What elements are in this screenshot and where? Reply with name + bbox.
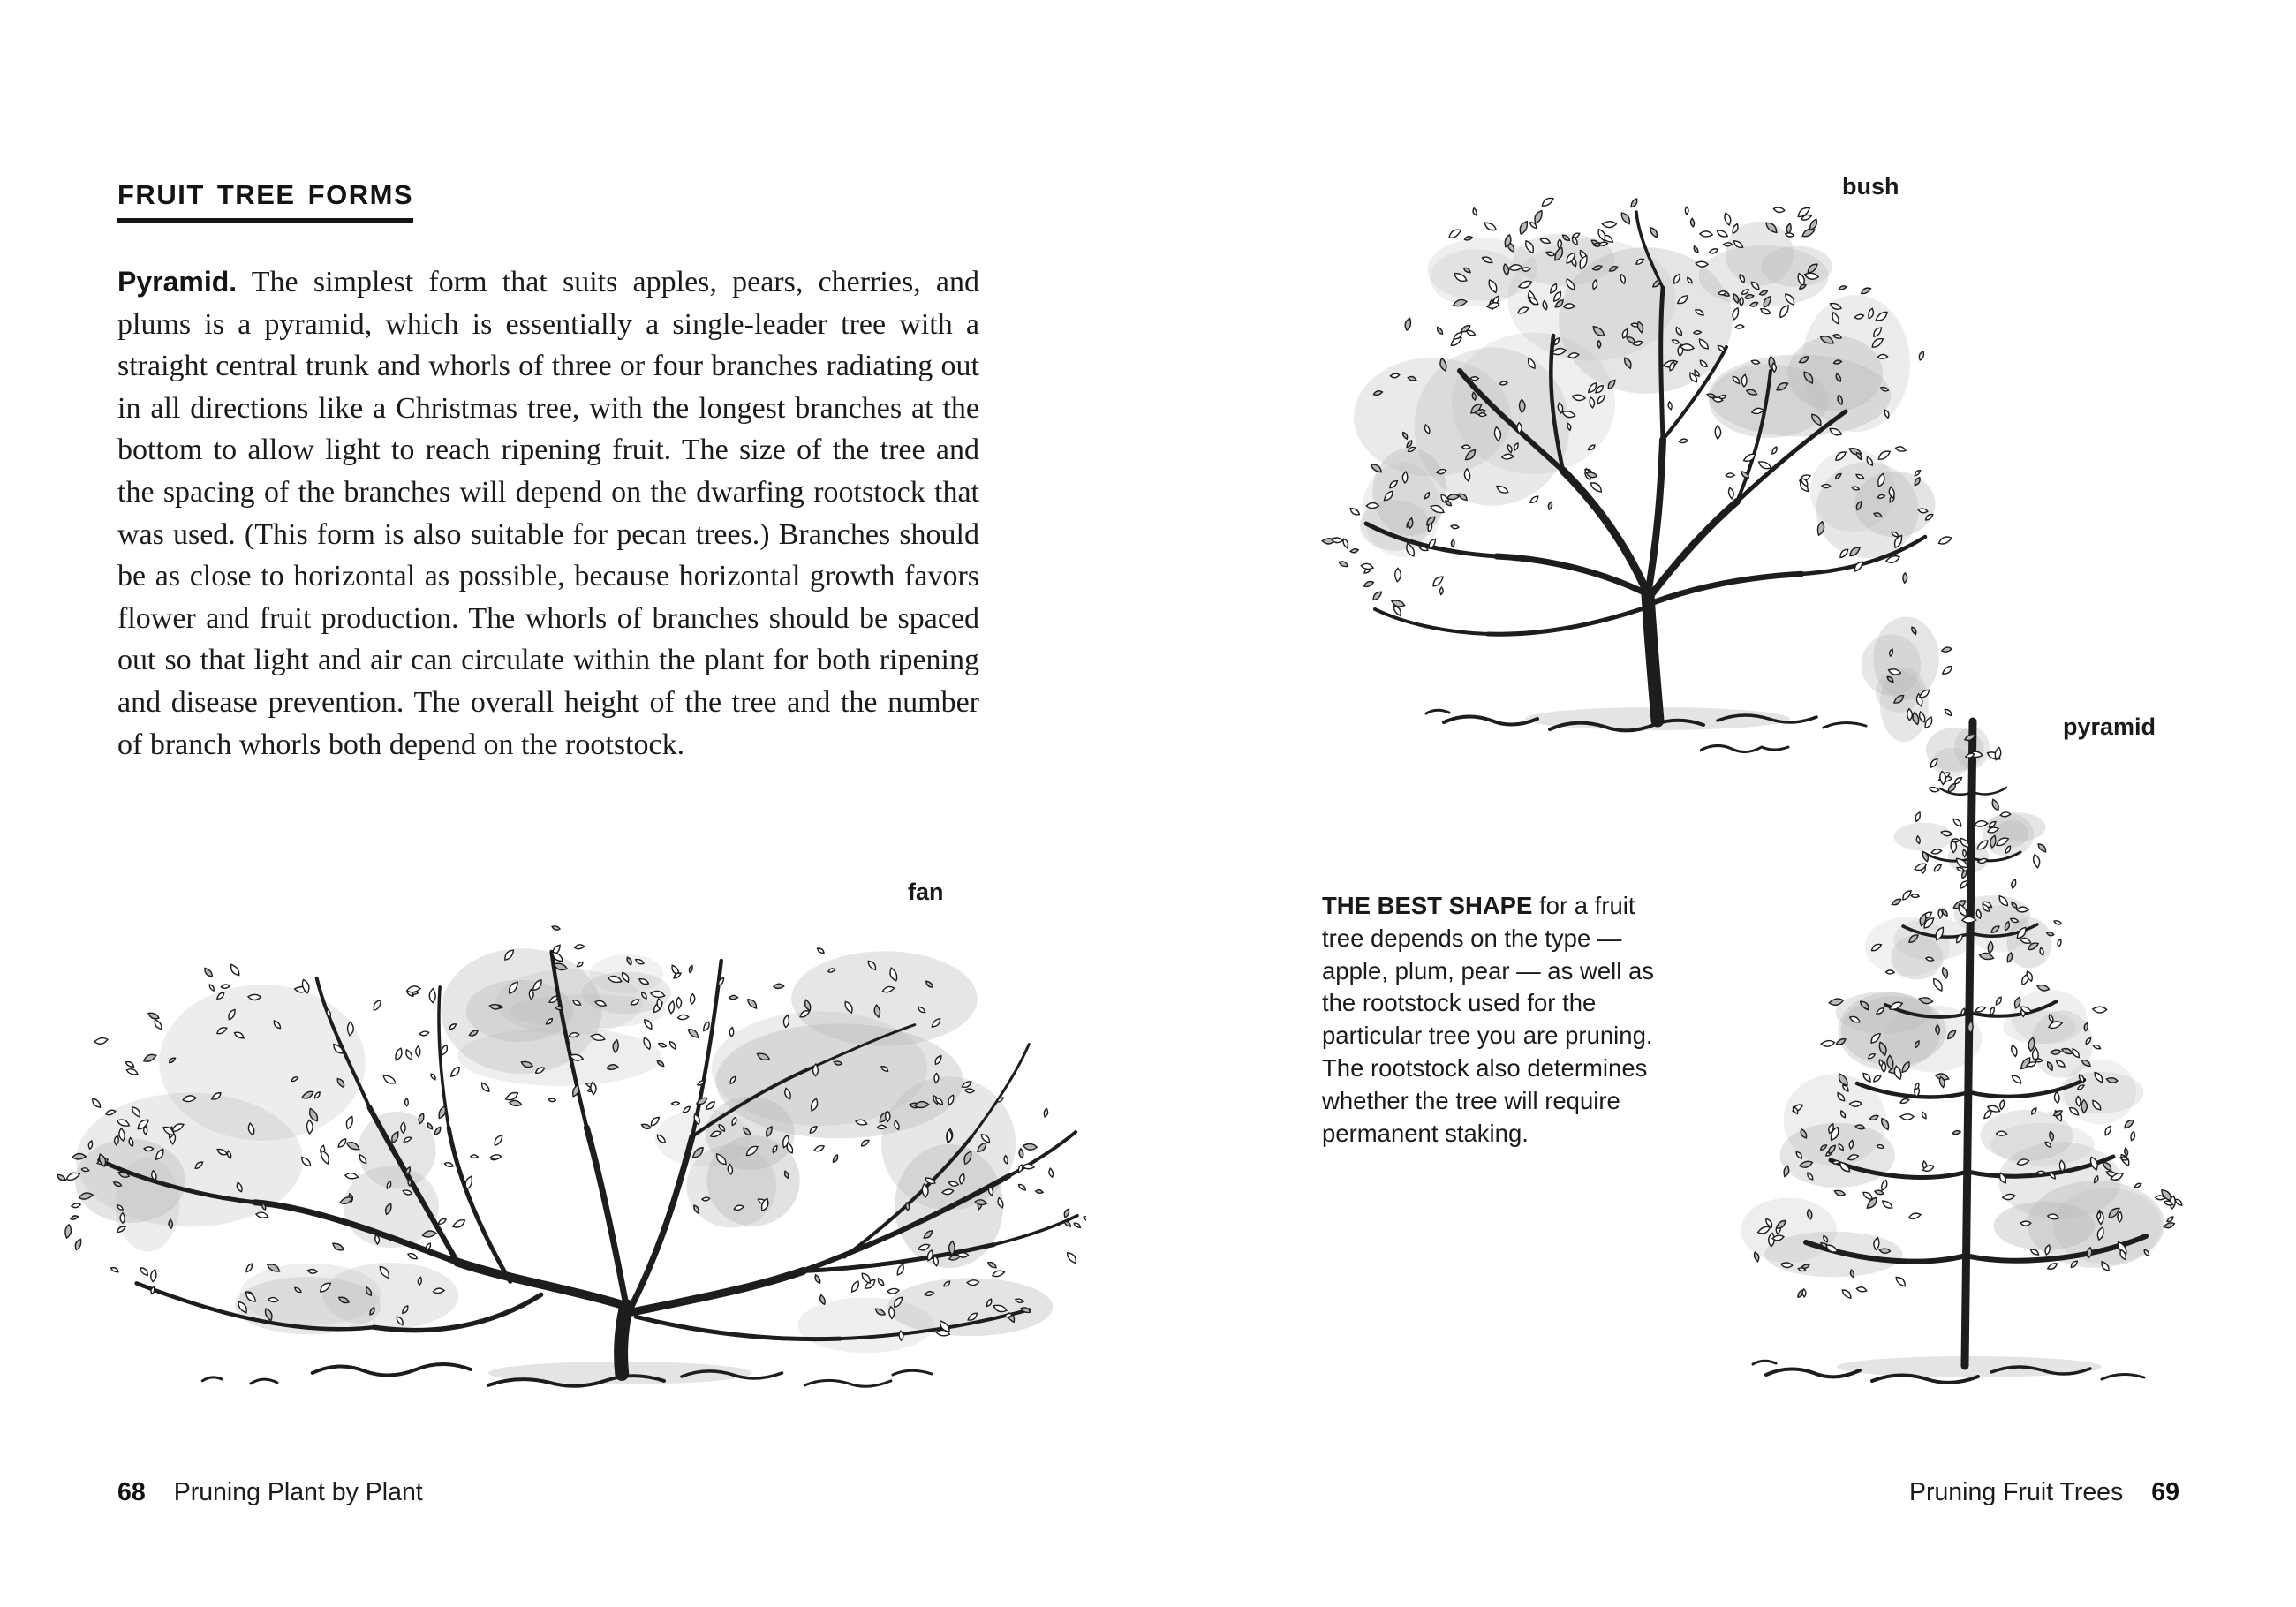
paragraph-lead-in: Pyramid. bbox=[117, 266, 238, 298]
bush-tree-illustration bbox=[1311, 148, 1956, 749]
fan-tree-illustration bbox=[49, 911, 1086, 1406]
caption-text: for a fruit tree depends on the type — apple, plum, pear — as well as the rootstock used for the particular tree you are pruning. The rootstock also determines whether the tree will require permanent staking. bbox=[1322, 892, 1655, 1147]
bush-tree-label: bush bbox=[1842, 173, 1899, 200]
body-paragraph bbox=[117, 261, 979, 766]
fan-tree-label: fan bbox=[908, 879, 944, 905]
pyramid-tree-illustration bbox=[1700, 690, 2208, 1397]
footer-left bbox=[117, 1480, 423, 1505]
running-title-left: Pruning Plant by Plant bbox=[173, 1478, 423, 1506]
section-heading: FRUIT TREE FORMS bbox=[117, 180, 413, 223]
pyramid-tree-label: pyramid bbox=[2063, 713, 2156, 740]
running-title-right: Pruning Fruit Trees bbox=[1908, 1478, 2124, 1506]
caption-lead-in: THE BEST SHAPE bbox=[1322, 892, 1533, 919]
footer-right bbox=[1909, 1480, 2179, 1505]
page-number-right: 69 bbox=[2151, 1478, 2179, 1506]
caption-block bbox=[1322, 890, 1679, 1150]
page-number-left: 68 bbox=[117, 1478, 146, 1506]
paragraph-text: The simplest form that suits apples, pears, cherries, and plums is a pyramid, which is essentially a single-leader tree with a straight central trunk and whorls of three or four branches radiating out in all directions like a Christmas tree, with the longest branches at the bottom to allow light to reach ripening fruit. The size of the tree and the spacing of the branches will depend on the dwarfing rootstock that was used. (This form is also suitable for pecan trees.) Branches should be as close to horizontal as possible, because horizontal growth favors flower and fruit production. The whorls of branches should be spaced out so that light and air can circulate within the plant for both ripening and disease prevention. The overall height of the tree and the number of branch whorls both depend on the rootstock. bbox=[117, 266, 979, 761]
